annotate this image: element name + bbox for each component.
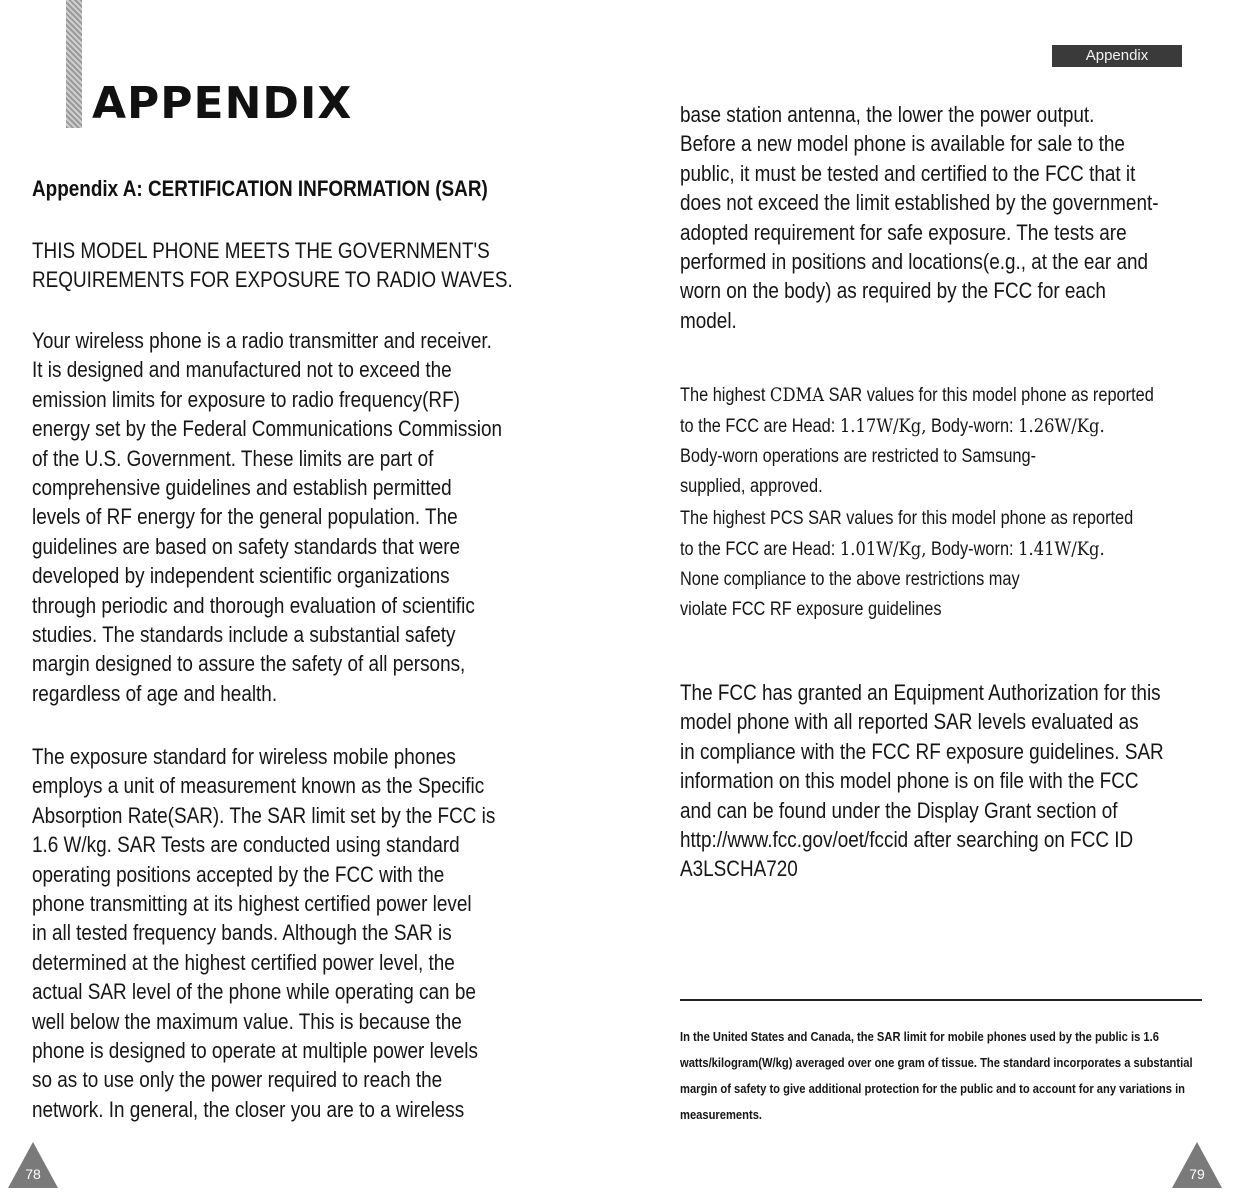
paragraph-exposure-standard: The exposure standard for wireless mobile phones employs a unit of measurement known as the Specific Absorption Rate(SAR). The SAR limit set by the FCC is 1.6 W/kg. SAR Tests are conducted using standard operating positions accepted by the FCC with the phone transmitting at its highest certified power level in all tested frequency bands. Although the SAR is determined at the highest certified power level, the actual SAR level of the phone while operating can be well below the maximum value. This is because the phone is designed to operate at multiple power levels so as to use only the power required to reach the network. In general, the closer you are to a wireless <box>32 744 496 1122</box>
page-number-right <box>1170 1140 1224 1190</box>
page-number-label: 78 <box>25 1166 41 1182</box>
paragraph-wireless-phone: Your wireless phone is a radio transmitter and receiver. It is designed and manufactured not to exceed the emission limits for exposure to radio frequency(RF) energy set by the Federal Communications Commission of the U.S. Government. These limits are part of comprehensive guidelines and establish permitted levels of RF energy for the general population. The guidelines are based on safety standards that were developed by independent scientific organizations through periodic and thorough evaluation of scientific studies. The standards include a substantial safety margin designed to assure the safety of all persons, regardless of age and health. <box>32 328 503 706</box>
cdma-body-value: 1.26W/Kg. <box>1018 415 1105 437</box>
header-tab-appendix: Appendix <box>1052 45 1182 67</box>
cdma-label: CDMA <box>769 384 825 406</box>
pcs-sar-values: The highest PCS SAR values for this model phone as reported to the FCC are Head: 1.01W/Kg, Body-worn: 1.41W/Kg. None compliance to the above restrictions may violate FCC RF exposure guidelines <box>680 508 1134 620</box>
cdma-sar-values: The highest CDMA SAR values for this model phone as reported to the FCC are Head: 1.17W/Kg, Body-worn: 1.26W/Kg. Body-worn operations are restricted to Samsung- supplied, approved. <box>680 384 1154 497</box>
section-subheading: Appendix A: CERTIFICATION INFORMATION (SAR) <box>32 176 488 201</box>
page-title: APPENDIX <box>92 78 353 129</box>
pcs-body-value: 1.41W/Kg. <box>1018 538 1105 560</box>
cdma-head-value: 1.17W/Kg, <box>839 415 927 437</box>
footnote-divider <box>680 999 1202 1001</box>
pcs-head-value: 1.01W/Kg, <box>839 538 927 560</box>
page-number-left <box>6 1140 60 1190</box>
section-marker-bar <box>66 0 82 128</box>
triangle-marker-icon <box>6 1140 60 1190</box>
paragraph-equipment-authorization: The FCC has granted an Equipment Authorization for this model phone with all reported SAR levels evaluated as in compliance with the FCC RF exposure guidelines. SAR information on this model phone is on file with the FCC and can be found under the Display Grant section of http://www.fcc.gov/oet/fccid after searching on FCC ID A3LSCHA720 <box>680 680 1164 882</box>
footnote: In the United States and Canada, the SAR limit for mobile phones used by the public is 1.6 watts/kilogram(W/kg) averaged over one gram of tissue. The standard incorporates a substantial margin of safety to give additional protection for the public and to account for any variations in measurements. <box>680 1029 1193 1122</box>
paragraph-certification: base station antenna, the lower the power output. Before a new model phone is available for sale to the public, it must be tested and certified to the FCC that it does not exceed the limit established by the government- adopted requirement for safe exposure. The tests are performed in positions and locations(e.g., at the ear and worn on the body) as required by the FCC for each model. <box>680 102 1159 333</box>
triangle-marker-icon <box>1170 1140 1224 1190</box>
intro-statement: THIS MODEL PHONE MEETS THE GOVERNMENT'S REQUIREMENTS FOR EXPOSURE TO RADIO WAVES. <box>32 238 513 293</box>
page-number-label: 79 <box>1189 1166 1205 1182</box>
